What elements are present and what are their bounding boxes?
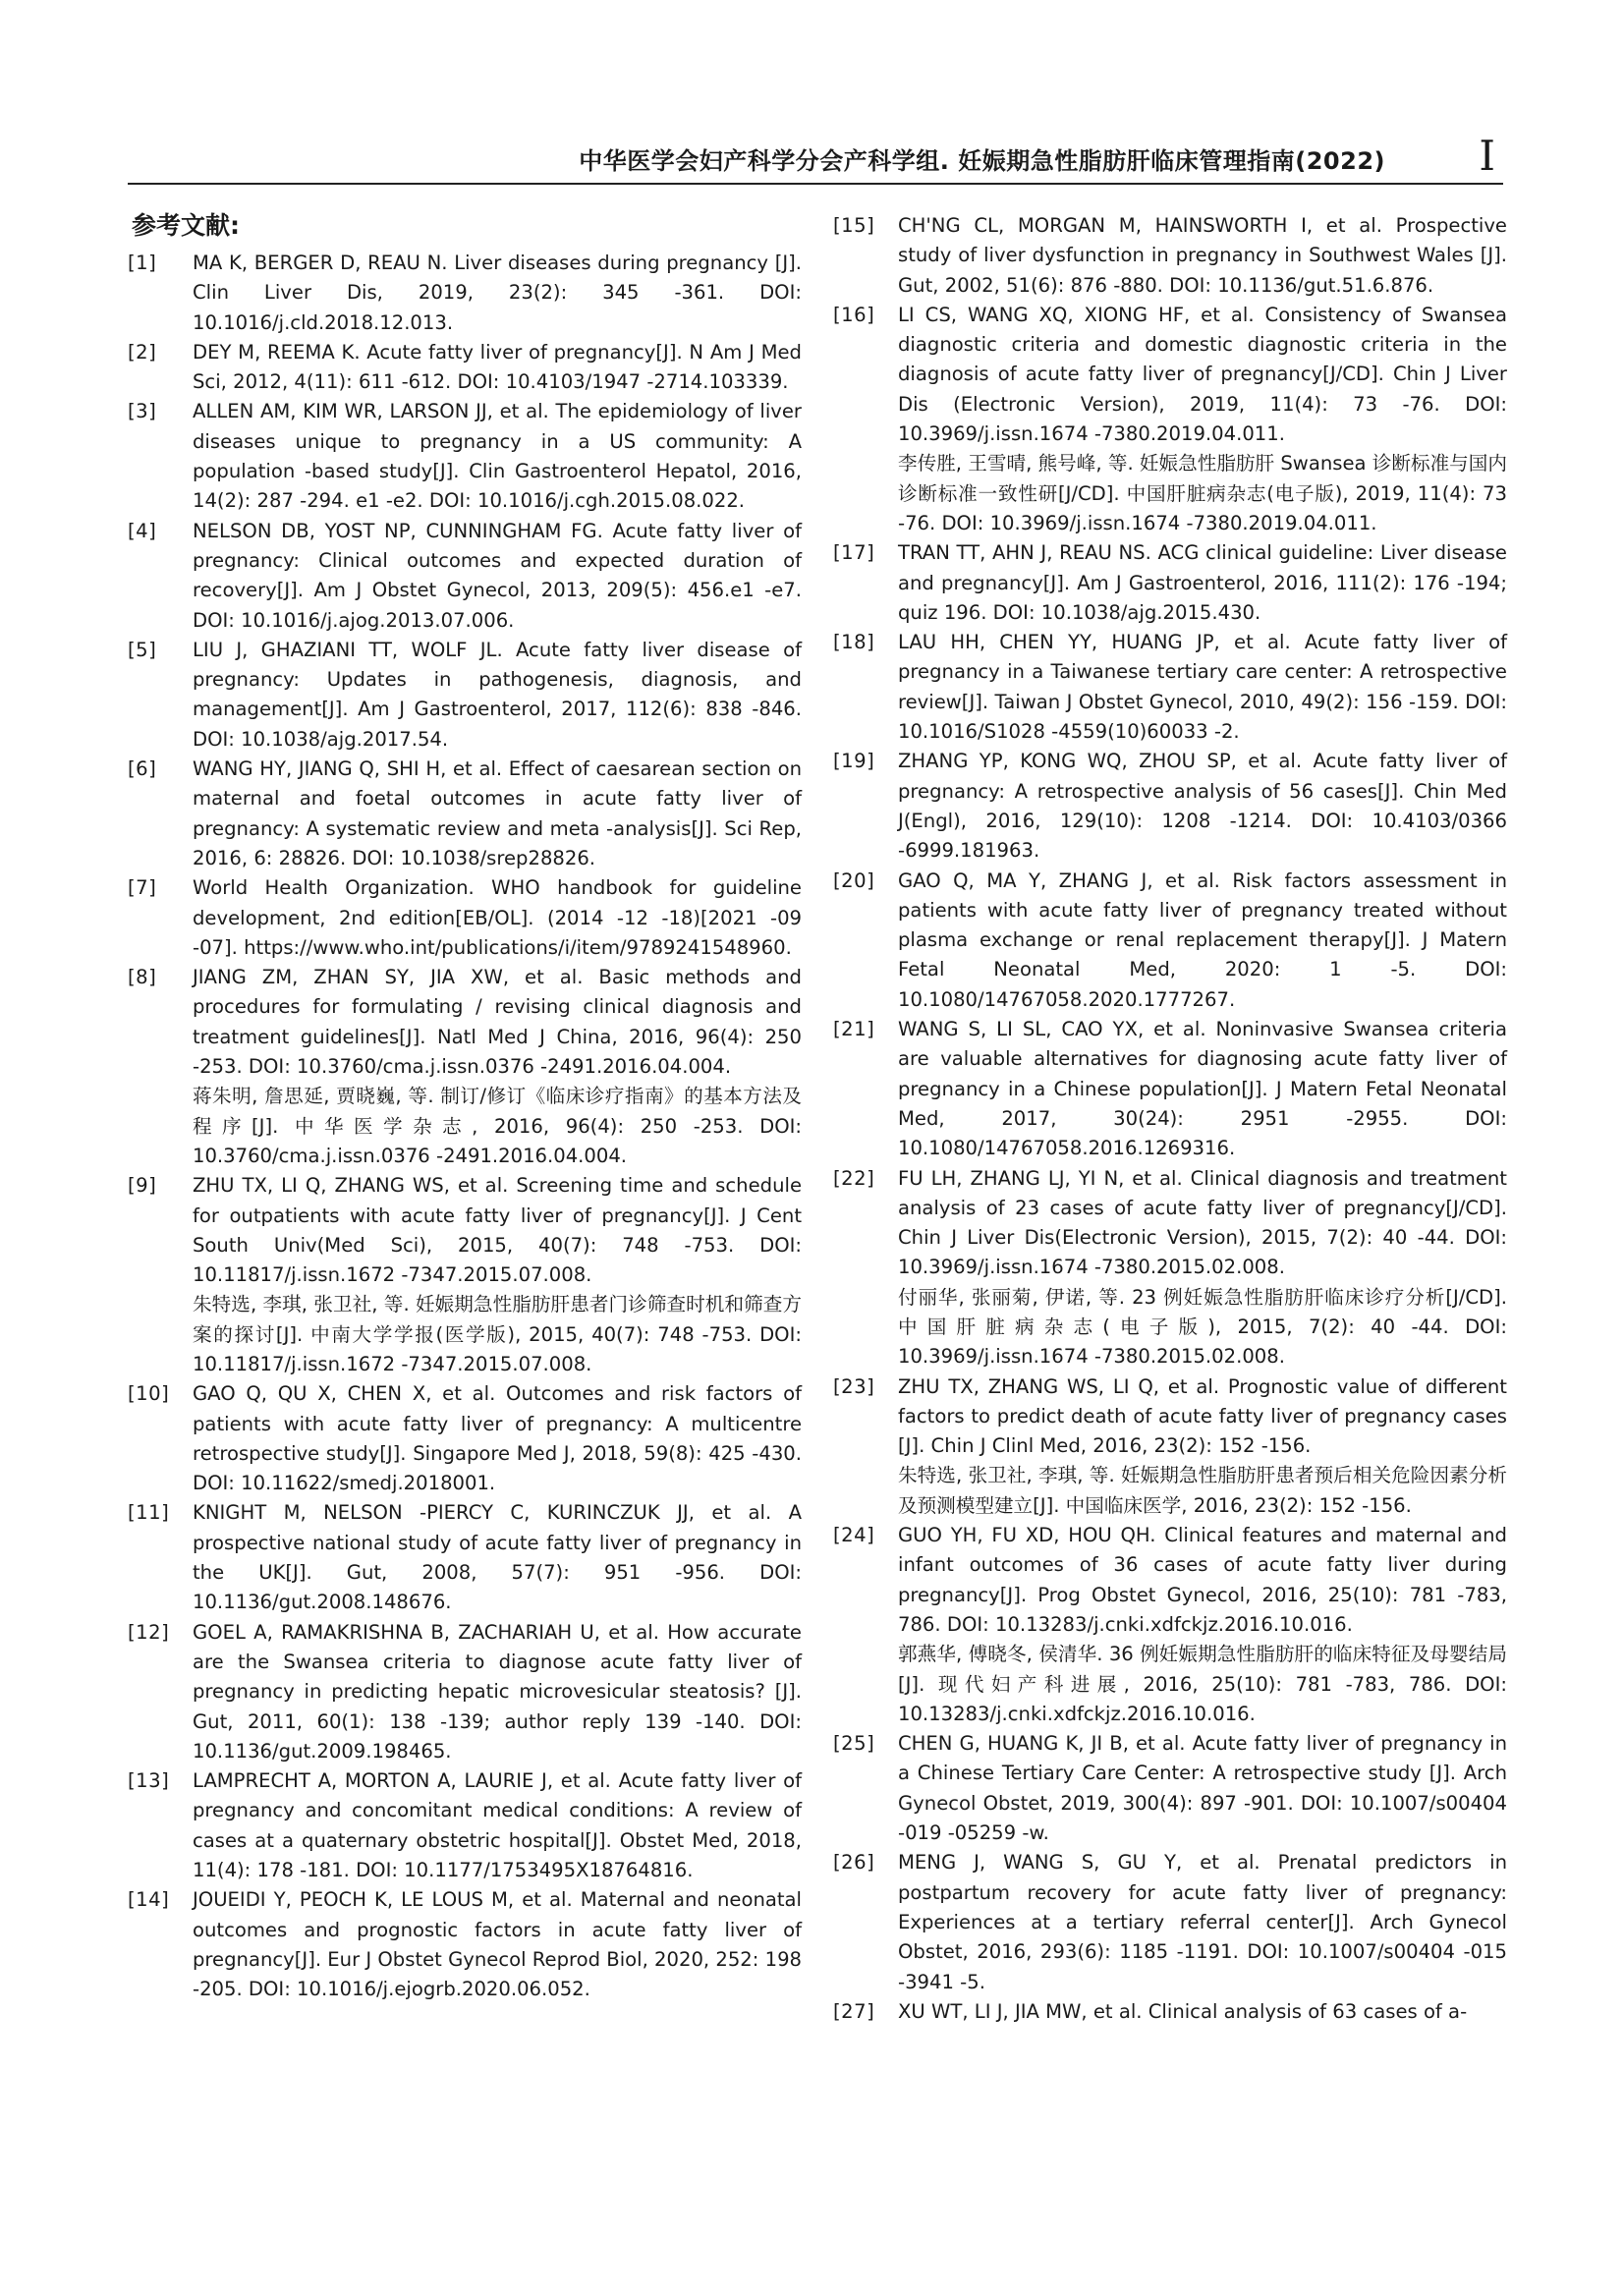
header-title: 中华医学会妇产科学分会产科学组. 妊娠期急性脂肪肝临床管理指南(2022) — [579, 147, 1385, 175]
reference-text — [898, 747, 1507, 866]
reference-entry — [833, 1164, 1507, 1372]
reference-line: GOEL A, RAMAKRISHNA B, ZACHARIAH U, et al. How accurate are the Swansea criteria to diagnose acute fatty liver of pregnancy in predicting hepatic microvesicular steatosis? [J]. Gut, 2011, 60(1): 138 -139; author reply 139 -140. DOI: 10.1136/gut.2009.198465. — [193, 1620, 802, 1763]
reference-number: [19] — [833, 750, 875, 773]
reference-entry — [128, 1885, 802, 2004]
reference-line: 郭燕华, 傅晓冬, 侯清华. 36 例妊娠期急性脂肪肝的临床特征及母婴结局[J]. 现代妇产科进展, 2016, 25(10): 781 -783, 786. DOI: 10.13283/j.cnki.xdfckjz.2016.10.016. — [898, 1643, 1507, 1725]
reference-text — [193, 1618, 802, 1766]
reference-line: 朱特选, 张卫社, 李琪, 等. 妊娠期急性脂肪肝患者预后相关危险因素分析及预测模型建立[J]. 中国临床医学, 2016, 23(2): 152 -156. — [898, 1464, 1507, 1517]
reference-text — [898, 1372, 1507, 1521]
reference-entry — [128, 1766, 802, 1885]
reference-text — [898, 1997, 1507, 2027]
reference-number: [20] — [833, 868, 875, 892]
references-column-left — [128, 211, 802, 2005]
reference-line: 付丽华, 张丽菊, 伊诺, 等. 23 例妊娠急性脂肪肝临床诊疗分析[J/CD]. 中国肝脏病杂志(电子版), 2015, 7(2): 40 -44. DOI: 10.3969/j.issn.1674 -7380.2015.02.008. — [898, 1285, 1507, 1369]
reference-line: JIANG ZM, ZHAN SY, JIA XW, et al. Basic methods and procedures for formulating / revising clinical diagnosis and treatment guidelines[J]. Natl Med J China, 2016, 96(4): 250 -253. DOI: 10.3760/cma.j.issn.0376 -2491.2016.04.004. — [193, 966, 802, 1079]
reference-number: [22] — [833, 1166, 875, 1190]
reference-entry — [128, 338, 802, 398]
reference-text — [898, 867, 1507, 1015]
reference-line: JOUEIDI Y, PEOCH K, LE LOUS M, et al. Maternal and neonatal outcomes and prognostic factors in acute fatty liver of pregnancy[J]. Eur J Obstet Gynecol Reprod Biol, 2020, 252: 198 -205. DOI: 10.1016/j.ejogrb.2020.06.052. — [193, 1888, 803, 2001]
reference-number: [16] — [833, 303, 875, 326]
reference-line: TRAN TT, AHN J, REAU NS. ACG clinical guideline: Liver disease and pregnancy[J]. Am J Gastroenterol, 2016, 111(2): 176 -194; quiz 196. DOI: 10.1038/ajg.2015.430. — [898, 541, 1507, 624]
reference-number: [9] — [128, 1174, 157, 1198]
reference-number: [7] — [128, 876, 157, 900]
reference-number: [14] — [128, 1888, 170, 1912]
reference-number: [15] — [833, 214, 875, 237]
reference-entry — [833, 747, 1507, 866]
reference-entry — [833, 1729, 1507, 1848]
reference-line: LIU J, GHAZIANI TT, WOLF JL. Acute fatty liver disease of pregnancy: Updates in pathogenesis, diagnosis, and management[J]. Am J Gastroenterol, 2017, 112(6): 838 -846. DOI: 10.1038/ajg.2017.54. — [193, 638, 802, 751]
reference-text — [193, 249, 802, 338]
reference-line: ZHANG YP, KONG WQ, ZHOU SP, et al. Acute fatty liver of pregnancy: A retrospective analysis of 56 cases[J]. Chin Med J(Engl), 2016, 129(10): 1208 -1214. DOI: 10.4103/0366 -6999.181963. — [898, 750, 1507, 863]
reference-entry — [128, 1618, 802, 1766]
reference-entry — [128, 636, 802, 755]
reference-text — [193, 963, 802, 1171]
reference-number: [6] — [128, 757, 157, 781]
reference-entry — [833, 211, 1507, 301]
reference-text — [898, 1729, 1507, 1848]
reference-text — [898, 1015, 1507, 1163]
reference-number: [21] — [833, 1018, 875, 1041]
reference-number: [18] — [833, 631, 875, 654]
reference-line: 蒋朱明, 詹思延, 贾晓巍, 等. 制订/修订《临床诊疗指南》的基本方法及程序[J]. 中华医学杂志, 2016, 96(4): 250 -253. DOI: 10.3760/cma.j.issn.0376 -2491.2016.04.004. — [193, 1085, 802, 1167]
reference-entry — [833, 1997, 1507, 2027]
reference-text — [898, 211, 1507, 301]
reference-number: [8] — [128, 966, 157, 989]
reference-text — [898, 1164, 1507, 1372]
reference-text — [193, 1885, 802, 2004]
reference-number: [26] — [833, 1851, 875, 1875]
reference-line: DEY M, REEMA K. Acute fatty liver of pregnancy[J]. N Am J Med Sci, 2012, 4(11): 611 -612. DOI: 10.4103/1947 -2714.103339. — [193, 340, 802, 394]
reference-line: GAO Q, MA Y, ZHANG J, et al. Risk factors assessment in patients with acute fatty liver of pregnancy treated without plasma exchange or renal replacement therapy[J]. J Matern Fetal Neonatal Med, 2020: 1 -5. DOI: 10.1080/14767058.2020.1777267. — [898, 868, 1507, 1011]
reference-line: KNIGHT M, NELSON -PIERCY C, KURINCZUK JJ, et al. A prospective national study of acute fatty liver of pregnancy in the UK[J]. Gut, 2008, 57(7): 951 -956. DOI: 10.1136/gut.2008.148676. — [193, 1501, 802, 1614]
reference-line: MENG J, WANG S, GU Y, et al. Prenatal predictors in postpartum recovery for acute fatty liver of pregnancy: Experiences at a tertiary referral center[J]. Arch Gynecol Obstet, 2016, 293(6): 1185 -1191. DOI: 10.1007/s00404 -015 -3941 -5. — [898, 1851, 1507, 1993]
reference-line: WANG S, LI SL, CAO YX, et al. Noninvasive Swansea criteria are valuable alternatives for diagnosing acute fatty liver of pregnancy in a Chinese population[J]. J Matern Fetal Neonatal Med, 2017, 30(24): 2951 -2955. DOI: 10.1080/14767058.2016.1269316. — [898, 1018, 1507, 1160]
reference-text — [193, 636, 802, 755]
reference-line: ZHU TX, LI Q, ZHANG WS, et al. Screening time and schedule for outpatients with acute fatty liver of pregnancy[J]. J Cent South Univ(Med Sci), 2015, 40(7): 748 -753. DOI: 10.11817/j.issn.1672 -7347.2015.07.008. — [193, 1174, 802, 1287]
reference-line: World Health Organization. WHO handbook for guideline development, 2nd edition[EB/OL]. (2014 -12 -18)[2021 -09 -07]. https://www.who.int/publications/i/item/9789241548960. — [193, 876, 802, 959]
reference-entry — [128, 1498, 802, 1617]
reference-entry — [128, 1171, 802, 1379]
reference-text — [898, 301, 1507, 538]
reference-number: [24] — [833, 1524, 875, 1547]
reference-number: [12] — [128, 1620, 170, 1644]
reference-line: ALLEN AM, KIM WR, LARSON JJ, et al. The epidemiology of liver diseases unique to pregnancy in a US community: A population -based study[J]. Clin Gastroenterol Hepatol, 2016, 14(2): 287 -294. e1 -e2. DOI: 10.1016/j.cgh.2015.08.022. — [193, 400, 802, 513]
reference-entry — [833, 1848, 1507, 1996]
reference-text — [898, 1848, 1507, 1996]
reference-text — [193, 1379, 802, 1498]
reference-line: CHEN G, HUANG K, JI B, et al. Acute fatty liver of pregnancy in a Chinese Tertiary Care Center: A retrospective study [J]. Arch Gynecol Obstet, 2019, 300(4): 897 -901. DOI: 10.1007/s00404 -019 -05259 -w. — [898, 1732, 1507, 1845]
reference-entry — [833, 301, 1507, 538]
reference-entry — [128, 397, 802, 516]
reference-line: GAO Q, QU X, CHEN X, et al. Outcomes and risk factors of patients with acute fatty liver of pregnancy: A multicentre retrospective study[J]. Singapore Med J, 2018, 59(8): 425 -430. DOI: 10.11622/smedj.2018001. — [193, 1382, 802, 1495]
reference-line: FU LH, ZHANG LJ, YI N, et al. Clinical diagnosis and treatment analysis of 23 cases of acute fatty liver of pregnancy[J/CD]. Chin J Liver Dis(Electronic Version), 2015, 7(2): 40 -44. DOI: 10.3969/j.issn.1674 -7380.2015.02.008. — [898, 1166, 1507, 1279]
reference-number: [4] — [128, 519, 157, 542]
reference-line: LAU HH, CHEN YY, HUANG JP, et al. Acute fatty liver of pregnancy in a Taiwanese tertiary care center: A retrospective review[J]. Taiwan J Obstet Gynecol, 2010, 49(2): 156 -159. DOI: 10.1016/S1028 -4559(10)60033 -2. — [898, 631, 1507, 744]
reference-line: LAMPRECHT A, MORTON A, LAURIE J, et al. Acute fatty liver of pregnancy and concomitant medical conditions: A review of cases at a quaternary obstetric hospital[J]. Obstet Med, 2018, 11(4): 178 -181. DOI: 10.1177/1753495X18764816. — [193, 1769, 802, 1882]
page-numeral: I — [1479, 132, 1495, 180]
reference-number: [10] — [128, 1382, 170, 1406]
reference-text — [193, 1171, 802, 1379]
reference-entry — [833, 1015, 1507, 1163]
reference-number: [23] — [833, 1374, 875, 1398]
reference-entry — [833, 628, 1507, 747]
reference-text — [193, 1498, 802, 1617]
reference-number: [17] — [833, 541, 875, 565]
reference-line: MA K, BERGER D, REAU N. Liver diseases during pregnancy [J]. Clin Liver Dis, 2019, 23(2): 345 -361. DOI: 10.1016/j.cld.2018.12.013. — [193, 252, 802, 334]
reference-number: [2] — [128, 340, 157, 364]
reference-entry — [128, 249, 802, 338]
reference-entry — [833, 1521, 1507, 1729]
reference-number: [11] — [128, 1501, 170, 1525]
reference-text — [898, 1521, 1507, 1729]
reference-text — [898, 628, 1507, 747]
reference-line: 李传胜, 王雪晴, 熊号峰, 等. 妊娠急性脂肪肝 Swansea 诊断标准与国内诊断标准一致性研[J/CD]. 中国肝脏病杂志(电子版), 2019, 11(4): 73 -76. DOI: 10.3969/j.issn.1674 -7380.2019.04.011. — [898, 452, 1507, 534]
reference-line: CH'NG CL, MORGAN M, HAINSWORTH I, et al. Prospective study of liver dysfunction in pregnancy in Southwest Wales [J]. Gut, 2002, 51(6): 876 -880. DOI: 10.1136/gut.51.6.876. — [898, 214, 1507, 297]
reference-entry — [128, 755, 802, 873]
reference-text — [193, 397, 802, 516]
reference-line: NELSON DB, YOST NP, CUNNINGHAM FG. Acute fatty liver of pregnancy: Clinical outcomes and expected duration of recovery[J]. Am J Obstet Gynecol, 2013, 209(5): 456.e1 -e7. DOI: 10.1016/j.ajog.2013.07.006. — [193, 519, 802, 632]
reference-list-right — [833, 211, 1507, 2027]
header-rule — [128, 183, 1503, 185]
reference-number: [25] — [833, 1732, 875, 1756]
reference-number: [3] — [128, 400, 157, 423]
reference-text — [193, 873, 802, 963]
reference-list-left — [128, 249, 802, 2005]
reference-entry — [833, 538, 1507, 628]
reference-number: [5] — [128, 638, 157, 661]
reference-number: [13] — [128, 1769, 170, 1793]
references-column-right — [833, 211, 1507, 2027]
reference-entry — [128, 517, 802, 636]
reference-line: ZHU TX, ZHANG WS, LI Q, et al. Prognostic value of different factors to predict death of acute fatty liver of pregnancy cases [J]. Chin J Clinl Med, 2016, 23(2): 152 -156. — [898, 1374, 1507, 1458]
reference-text — [193, 338, 802, 398]
reference-text — [193, 517, 802, 636]
reference-entry — [128, 873, 802, 963]
reference-line: WANG HY, JIANG Q, SHI H, et al. Effect of caesarean section on maternal and foetal outcomes in acute fatty liver of pregnancy: A systematic review and meta -analysis[J]. Sci Rep, 2016, 6: 28826. DOI: 10.1038/srep28826. — [193, 757, 802, 869]
references-title: 参考文献: — [132, 211, 240, 240]
reference-number: [27] — [833, 1999, 875, 2023]
reference-entry — [833, 1372, 1507, 1521]
reference-text — [898, 538, 1507, 628]
reference-text — [193, 1766, 802, 1885]
reference-line: 朱特选, 李琪, 张卫社, 等. 妊娠期急性脂肪肝患者门诊筛查时机和筛查方案的探讨[J]. 中南大学学报(医学版), 2015, 40(7): 748 -753. DOI: 10.11817/j.issn.1672 -7347.2015.07.008. — [193, 1293, 802, 1375]
reference-line: LI CS, WANG XQ, XIONG HF, et al. Consistency of Swansea diagnostic criteria and domestic diagnostic criteria in the diagnosis of acute fatty liver of pregnancy[J/CD]. Chin J Liver Dis (Electronic Version), 2019, 11(4): 73 -76. DOI: 10.3969/j.issn.1674 -7380.2019.04.011. — [898, 303, 1507, 446]
reference-line: XU WT, LI J, JIA MW, et al. Clinical analysis of 63 cases of a- — [898, 1999, 1468, 2023]
running-header — [128, 132, 1503, 185]
reference-entry — [128, 1379, 802, 1498]
reference-number: [1] — [128, 252, 157, 274]
reference-text — [193, 755, 802, 873]
reference-line: GUO YH, FU XD, HOU QH. Clinical features and maternal and infant outcomes of 36 cases of acute fatty liver during pregnancy[J]. Prog Obstet Gynecol, 2016, 25(10): 781 -783, 786. DOI: 10.13283/j.cnki.xdfckjz.2016.10.016. — [898, 1524, 1507, 1636]
reference-entry — [833, 867, 1507, 1015]
reference-entry — [128, 963, 802, 1171]
